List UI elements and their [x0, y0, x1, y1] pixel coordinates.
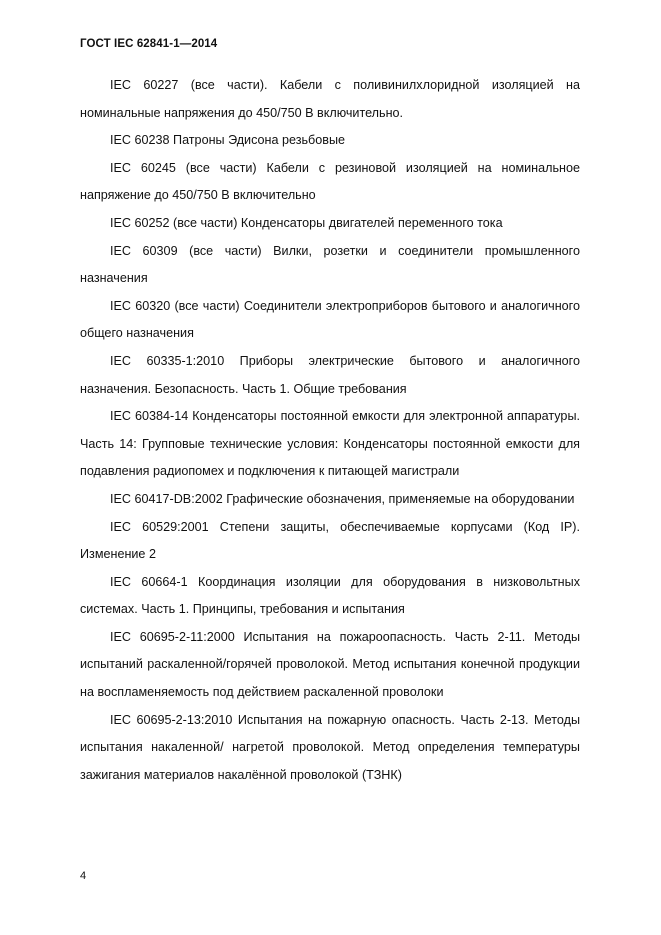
- reference-paragraph: IEC 60695-2-11:2000 Испытания на пожароопасность. Часть 2-11. Методы испытаний раскаленной/горячей проволокой. Метод испытания конечной продукции на воспламеняемость под действием раскаленной проволоки: [80, 629, 580, 700]
- reference-paragraph: IEC 60245 (все части) Кабели с резиновой изоляцией на номинальное напряжение до 450/750 В включительно: [80, 160, 580, 203]
- reference-paragraph: IEC 60309 (все части) Вилки, розетки и соединители промышленного назначения: [80, 243, 580, 286]
- reference-paragraph: IEC 60695-2-13:2010 Испытания на пожарную опасность. Часть 2-13. Методы испытания накаленной/ нагретой проволокой. Метод определения температуры зажигания материалов накалённой проволокой (ТЗНК): [80, 712, 580, 782]
- reference-paragraph: IEC 60384-14 Конденсаторы постоянной емкости для электронной аппаратуры. Часть 14: Групповые технические условия: Конденсаторы постоянной емкости для подавления радиопомех и подключения к питающей магистрали: [80, 409, 580, 479]
- reference-paragraph: IEC 60252 (все части) Конденсаторы двигателей переменного тока: [110, 215, 503, 230]
- reference-paragraph: IEC 60417-DB:2002 Графические обозначения, применяемые на оборудовании: [110, 491, 575, 506]
- reference-paragraph: IEC 60320 (все части) Соединители электроприборов бытового и аналогичного общего назначения: [80, 298, 580, 341]
- page-number: 4: [80, 870, 87, 882]
- reference-paragraph: IEC 60335-1:2010 Приборы электрические бытового и аналогичного назначения. Безопасность. Часть 1. Общие требования: [80, 353, 580, 396]
- reference-paragraph: IEC 60664-1 Координация изоляции для оборудования в низковольтных системах. Часть 1. Принципы, требования и испытания: [80, 574, 580, 617]
- reference-list: [80, 72, 580, 789]
- reference-paragraph: IEC 60238 Патроны Эдисона резьбовые: [110, 133, 346, 148]
- reference-paragraph: IEC 60529:2001 Степени защиты, обеспечиваемые корпусами (Код IP). Изменение 2: [80, 519, 580, 562]
- document-header: ГОСТ IEC 62841-1—2014: [80, 38, 218, 50]
- reference-paragraph: IEC 60227 (все части). Кабели с поливинилхлоридной изоляцией на номинальные напряжения до 450/750 В включительно.: [80, 78, 580, 120]
